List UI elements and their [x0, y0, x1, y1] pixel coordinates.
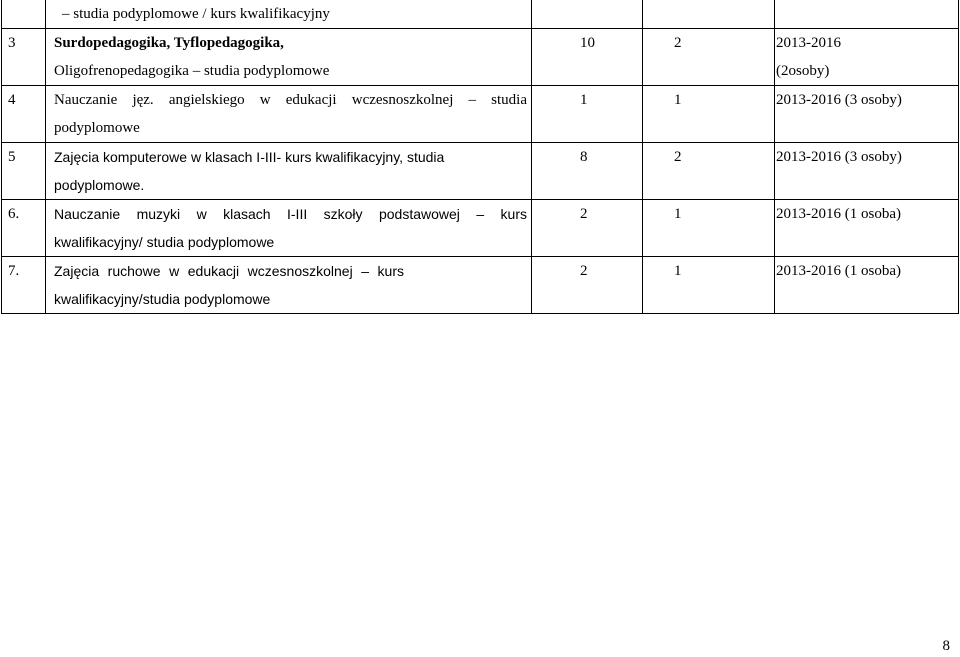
count-b-cell: 1: [643, 86, 775, 143]
table-row: [2, 29, 959, 86]
course-name-line: Nauczanie jęz. angielskiego w edukacji wczesnoszkolnej – studia: [54, 92, 527, 108]
course-name-line: Nauczanie muzyki w klasach I-III szkoły podstawowej – kurs: [54, 206, 527, 222]
courses-table: [1, 0, 959, 314]
course-name-cell: [46, 143, 532, 200]
count-b-cell: 2: [643, 143, 775, 200]
years-line: 2013-2016 (1 osoba): [776, 206, 901, 222]
count-a-cell: 2: [532, 200, 643, 257]
count-b-cell: 1: [643, 257, 775, 314]
course-name-line: Surdopedagogika, Tyflopedagogika,: [54, 35, 284, 51]
years-line: (2osoby): [776, 63, 830, 79]
course-name-cell: [46, 200, 532, 257]
count-b-cell: 2: [643, 29, 775, 86]
years-line: 2013-2016: [776, 35, 841, 51]
row-number-cell: 4: [2, 86, 46, 143]
course-name-line: Zajęcia ruchowe w edukacji wczesnoszkolnej – kurs: [54, 263, 404, 279]
course-name-line: – studia podyplomowe / kurs kwalifikacyjny: [62, 6, 330, 22]
page-number: 8: [942, 638, 950, 654]
years-cell: [775, 29, 959, 86]
table-row: [2, 86, 959, 143]
count-a-cell: 8: [532, 143, 643, 200]
course-name-line: kwalifikacyjny/studia podyplomowe: [54, 291, 271, 307]
count-a-cell: [532, 0, 643, 29]
row-number-cell: 3: [2, 29, 46, 86]
years-cell: [775, 200, 959, 257]
course-name-cell: [46, 86, 532, 143]
count-a-cell: 2: [532, 257, 643, 314]
years-line: 2013-2016 (1 osoba): [776, 263, 901, 279]
years-cell: [775, 143, 959, 200]
table-row: [2, 143, 959, 200]
years-line: 2013-2016 (3 osoby): [776, 149, 902, 165]
years-line: 2013-2016 (3 osoby): [776, 92, 902, 108]
count-a-cell: 10: [532, 29, 643, 86]
count-b-cell: [643, 0, 775, 29]
years-cell: [775, 0, 959, 29]
years-cell: [775, 86, 959, 143]
course-name-line: podyplomowe: [54, 120, 140, 136]
row-number-cell: 7.: [2, 257, 46, 314]
course-name-line: podyplomowe.: [54, 177, 145, 193]
table-row: [2, 257, 959, 314]
row-number-cell: 5: [2, 143, 46, 200]
row-number-cell: [2, 0, 46, 29]
course-name-cell: [46, 29, 532, 86]
course-name-line: kwalifikacyjny/ studia podyplomowe: [54, 234, 275, 250]
count-a-cell: 1: [532, 86, 643, 143]
course-name-line: Oligofrenopedagogika – studia podyplomowe: [54, 63, 330, 79]
table-row: [2, 0, 959, 29]
count-b-cell: 1: [643, 200, 775, 257]
course-name-cell: [46, 257, 532, 314]
table-row: [2, 200, 959, 257]
course-name-line: Zajęcia komputerowe w klasach I-III- kurs kwalifikacyjny, studia: [54, 149, 445, 165]
course-name-cell: [46, 0, 532, 29]
row-number-cell: 6.: [2, 200, 46, 257]
years-cell: [775, 257, 959, 314]
